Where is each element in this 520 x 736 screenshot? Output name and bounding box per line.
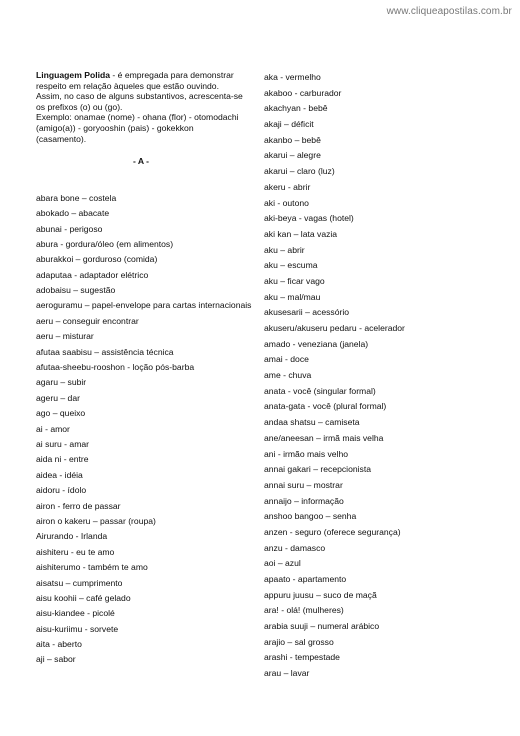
glossary-entry: anzen - seguro (oferece segurança) [264, 526, 401, 537]
glossary-entry: Airurando - Irlanda [36, 531, 108, 542]
glossary-entry: akarui – alegre [264, 150, 321, 161]
glossary-entry: apaato - apartamento [264, 574, 347, 584]
glossary-entry: aishiterumo - também te amo [36, 562, 148, 573]
glossary-entry: ageru – dar [36, 392, 80, 403]
glossary-entry: akusesarii – acessório [264, 307, 350, 318]
glossary-entry: amai - doce [264, 354, 309, 365]
glossary-entry: ara! - olá! (mulheres) [264, 605, 344, 616]
glossary-entry: anata - você (singular formal) [264, 385, 376, 396]
glossary-entry: annaijo – informação [264, 495, 344, 506]
intro-title: Linguagem Polida [36, 70, 111, 80]
glossary-entry: aki - outono [264, 197, 309, 208]
glossary-entry: ai suru - amar [36, 439, 90, 449]
glossary-entry: ame - chuva [264, 370, 312, 381]
glossary-entry: aki-beya - vagas (hotel) [264, 213, 354, 224]
glossary-entry: anshoo bangoo – senha [264, 511, 357, 522]
glossary-entry: aisu-kiandee - picolé [36, 608, 115, 619]
glossary-entry: aji – sabor [36, 654, 76, 665]
glossary-entry: afutaa saabisu – assistência técnica [36, 346, 174, 357]
glossary-entry: ai - amor [36, 423, 70, 434]
glossary-entry: agaru – subir [36, 377, 87, 388]
glossary-entry: aku – escuma [264, 260, 318, 271]
glossary-entry: afutaa-sheebu-rooshon - loção pós-barba [36, 362, 195, 373]
intro-text: - é empregada para demonstrar respeito em relação àqueles que estão ouvindo. Assim, no caso de alguns substantivos, acrescenta-se os prefixos (o) ou (go). [36, 70, 243, 112]
section-heading: - A - [132, 156, 150, 167]
glossary-entry: anata-gata - você (plural formal) [264, 401, 387, 412]
left-entry-list [36, 192, 252, 670]
glossary-entry: anzu - damasco [264, 542, 326, 553]
glossary-entry: aita - aberto [36, 639, 82, 650]
glossary-entry: airon o kakeru – passar (roupa) [36, 515, 156, 526]
glossary-entry: ane/aneesan – irmã mais velha [264, 432, 384, 443]
glossary-entry: aidoru - ídolo [36, 485, 87, 496]
glossary-entry: annai suru – mostrar [264, 479, 343, 490]
glossary-entry: aka - vermelho [264, 72, 321, 82]
glossary-entry: arashi - tempestade [264, 652, 340, 663]
site-watermark: www.cliqueapostilas.com.br [386, 6, 512, 17]
glossary-entry: adobaisu – sugestão [36, 285, 116, 296]
glossary-entry: adaputaa - adaptador elétrico [36, 269, 149, 280]
glossary-entry: annai gakari – recepcionista [264, 464, 372, 475]
glossary-entry: abunai - perigoso [36, 223, 103, 234]
intro-paragraph [36, 70, 246, 144]
glossary-entry: abura - gordura/óleo (em alimentos) [36, 238, 174, 249]
glossary-entry: ago – queixo [36, 408, 86, 419]
glossary-entry: aeroguramu – papel-envelope para cartas internacionais [36, 300, 252, 311]
glossary-entry: akaboo - carburador [264, 87, 342, 98]
intro-example: Exemplo: onamae (nome) - ohana (flor) - otomodachi (amigo(a)) - goryooshin (pais) - gokekkon (casamento). [36, 112, 239, 144]
glossary-entry: arajio – sal grosso [264, 636, 334, 647]
glossary-entry: aidea - idéia [36, 469, 83, 480]
glossary-entry: aisu-kuriimu - sorvete [36, 623, 119, 634]
glossary-entry: airon - ferro de passar [36, 500, 121, 511]
glossary-entry: appuru juusu – suco de maçã [264, 589, 377, 600]
glossary-entry: akarui – claro (luz) [264, 166, 335, 177]
glossary-entry: aisu koohii – café gelado [36, 592, 131, 603]
glossary-entry: aisatsu – cumprimento [36, 577, 123, 588]
glossary-entry: akeru - abrir [264, 181, 311, 192]
glossary-entry: andaa shatsu – camiseta [264, 417, 360, 428]
right-entry-list [264, 72, 494, 684]
glossary-entry: aeru – conseguir encontrar [36, 315, 139, 326]
glossary-entry: akachyan - bebê [264, 103, 328, 114]
glossary-entry: arabia suuji – numeral arábico [264, 621, 380, 632]
glossary-entry: ani - irmão mais velho [264, 448, 349, 459]
glossary-entry: aeru – misturar [36, 331, 94, 342]
glossary-entry: akanbo – bebê [264, 134, 321, 145]
glossary-entry: amado - veneziana (janela) [264, 338, 369, 349]
right-column [264, 72, 494, 684]
glossary-entry: akaji – déficit [264, 119, 314, 130]
glossary-entry: abokado – abacate [36, 208, 110, 219]
glossary-entry: aburakkoi – gorduroso (comida) [36, 254, 158, 265]
glossary-entry: aku – mal/mau [264, 291, 321, 302]
glossary-entry: aku – ficar vago [264, 275, 325, 286]
glossary-entry: abara bone – costela [36, 192, 117, 203]
glossary-entry: akuseru/akuseru pedaru - acelerador [264, 323, 405, 333]
glossary-entry: arau – lavar [264, 668, 310, 679]
glossary-entry: aku – abrir [264, 244, 305, 255]
glossary-entry: aishiteru - eu te amo [36, 546, 115, 557]
glossary-entry: aida ni - entre [36, 454, 89, 465]
glossary-entry: aoi – azul [264, 558, 301, 569]
left-column [36, 70, 252, 670]
glossary-entry: aki kan – lata vazia [264, 228, 338, 239]
